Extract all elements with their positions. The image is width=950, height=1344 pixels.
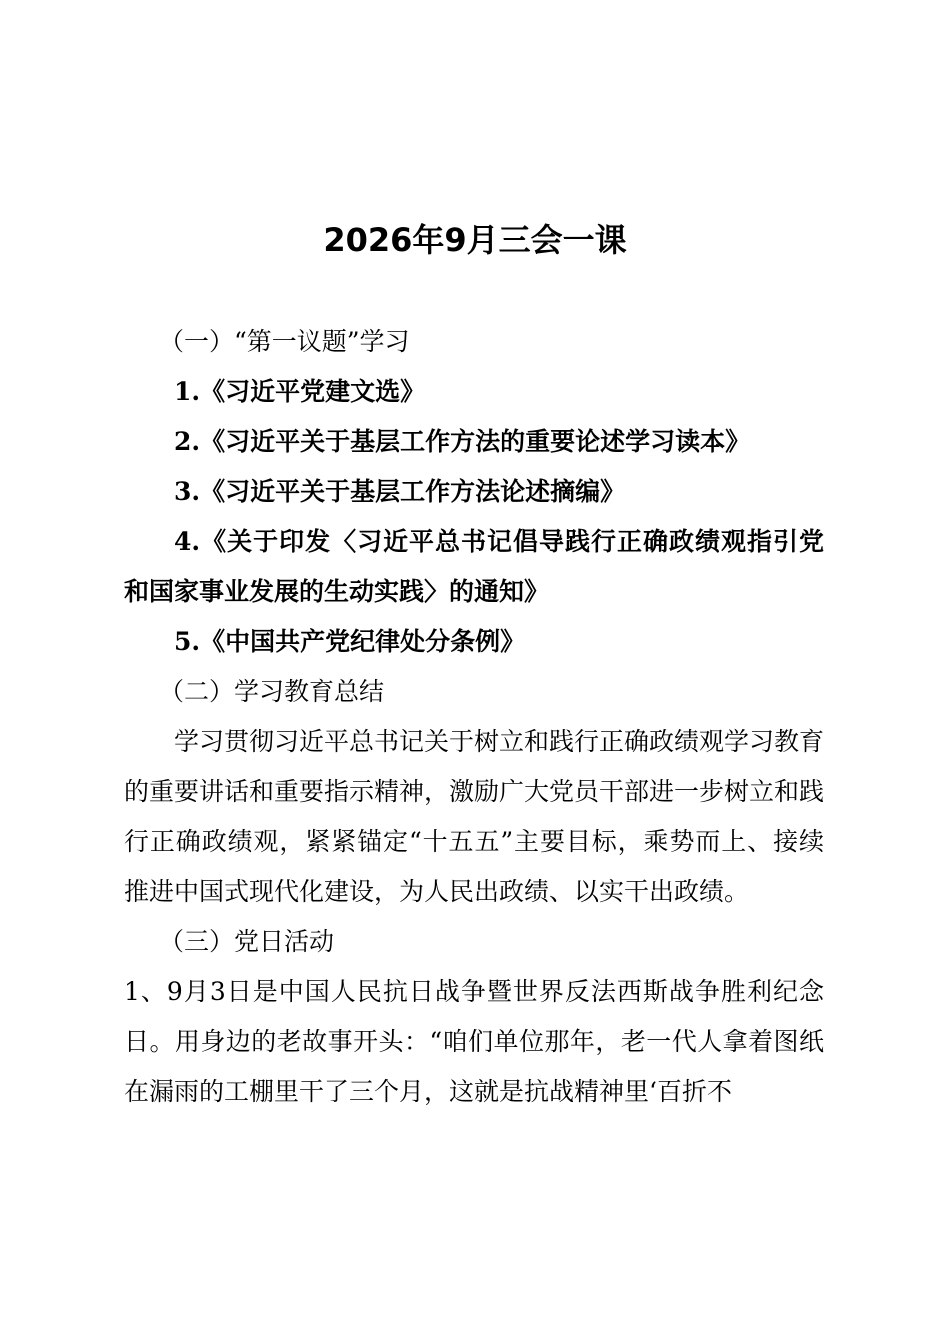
study-item-1: 1.《习近平党建文选》 [174,377,426,406]
study-summary-paragraph: 学习贯彻习近平总书记关于树立和践行正确政绩观学习教育的重要讲话和重要指示精神，激励广大党员干部进一步树立和践行正确政绩观，紧紧锚定“十五五”主要目标，乘势而上、接续推进中国式现代化建设，为人民出政绩、以实干出政绩。 [124,727,825,906]
section-heading-study-summary: （二）学习教育总结 [159,677,385,706]
study-item-3: 3.《习近平关于基层工作方法论述摘编》 [174,477,626,506]
section-heading-party-day: （三）党日活动 [159,927,335,956]
document-body [124,317,824,1117]
study-item-4: 4.《关于印发〈习近平总书记倡导践行正确政绩观指引党和国家事业发展的生动实践〉的通知》 [124,527,824,606]
section-heading-first-topic: （一）“第一议题”学习 [159,327,410,356]
study-item-2: 2.《习近平关于基层工作方法的重要论述学习读本》 [174,427,751,456]
party-day-paragraph: 1、9月3日是中国人民抗日战争暨世界反法西斯战争胜利纪念日。用身边的老故事开头：“咱们单位那年，老一代人拿着图纸在漏雨的工棚里干了三个月，这就是抗战精神里‘百折不 [124,977,824,1106]
document-title: 2026年9月三会一课 [323,221,627,259]
study-item-5: 5.《中国共产党纪律处分条例》 [174,627,526,656]
